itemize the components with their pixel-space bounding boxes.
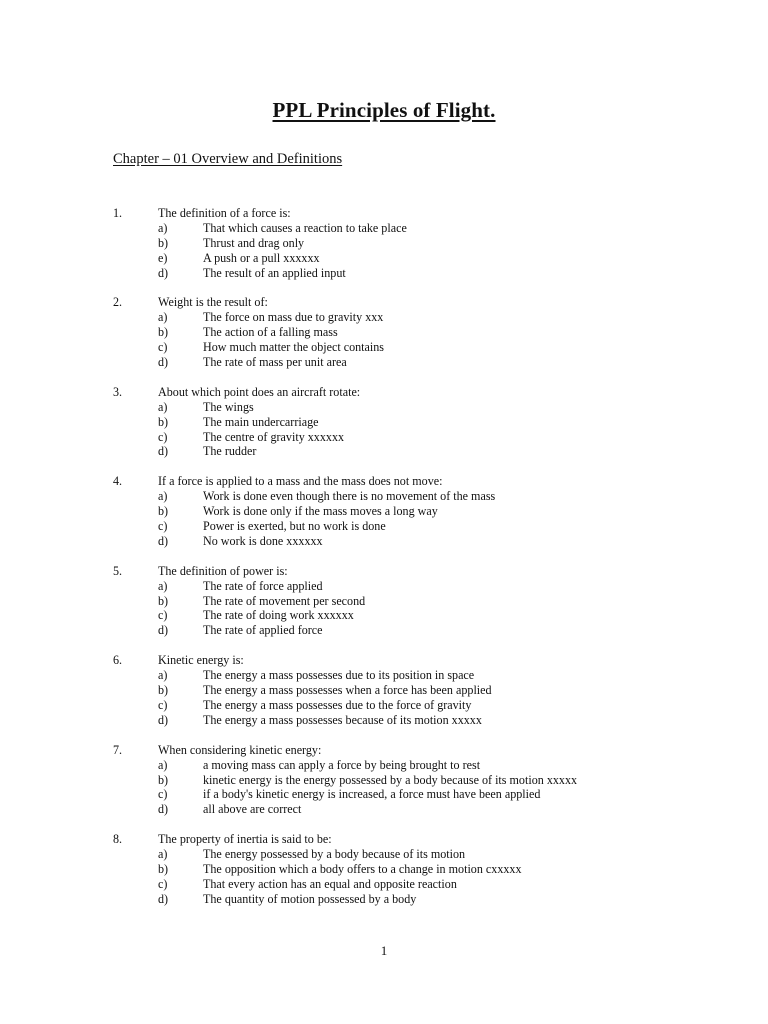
- answer-option: [113, 862, 733, 877]
- answer-option: [113, 773, 733, 788]
- question-8: [113, 832, 733, 906]
- answer-option: [113, 787, 733, 802]
- option-letter: d): [158, 444, 169, 459]
- option-letter: a): [158, 220, 168, 235]
- answer-option: [113, 310, 733, 325]
- answer-option: [113, 758, 733, 773]
- answer-option: [113, 877, 733, 892]
- option-text: The main undercarriage: [203, 414, 319, 429]
- option-text: The energy a mass possesses due to its position in space: [203, 668, 475, 683]
- question-text: The property of inertia is said to be:: [158, 832, 332, 847]
- option-text: A push or a pull xxxxxx: [203, 250, 320, 265]
- question-7: [113, 743, 733, 817]
- question-text: If a force is applied to a mass and the mass does not move:: [158, 474, 443, 489]
- page-title: PPL Principles of Flight.: [272, 98, 496, 122]
- option-letter: c): [158, 608, 168, 623]
- option-letter: b): [158, 414, 169, 429]
- answer-option: [113, 623, 733, 638]
- question-number: 5.: [113, 563, 123, 578]
- answer-option: [113, 608, 733, 623]
- option-letter: a): [158, 310, 168, 325]
- option-text: The force on mass due to gravity xxx: [203, 310, 384, 325]
- option-text: The wings: [203, 399, 254, 414]
- answer-option: [113, 415, 733, 430]
- question-number: 7.: [113, 742, 123, 757]
- question-number: 1.: [113, 206, 123, 220]
- question-text: Kinetic energy is:: [158, 653, 244, 668]
- option-text: The result of an applied input: [203, 265, 346, 280]
- option-letter: d): [158, 891, 169, 906]
- answer-option: [113, 519, 733, 534]
- option-letter: e): [158, 250, 168, 265]
- question-text: The definition of a force is:: [158, 206, 291, 220]
- option-text: a moving mass can apply a force by being brought to rest: [203, 757, 481, 772]
- option-letter: d): [158, 623, 169, 638]
- option-text: The rate of force applied: [203, 578, 323, 593]
- answer-option: [113, 236, 733, 251]
- option-letter: a): [158, 578, 168, 593]
- option-text: all above are correct: [203, 802, 302, 817]
- option-letter: b): [158, 235, 169, 250]
- question-4: [113, 474, 733, 548]
- answer-option: [113, 534, 733, 549]
- answer-option: [113, 325, 733, 340]
- option-letter: a): [158, 757, 168, 772]
- option-text: The opposition which a body offers to a change in motion cxxxxx: [203, 861, 522, 876]
- option-text: That every action has an equal and opposite reaction: [203, 876, 457, 891]
- answer-option: [113, 713, 733, 728]
- option-letter: a): [158, 489, 168, 504]
- chapter-heading: Chapter – 01 Overview and Definitions: [113, 151, 343, 167]
- option-text: The energy a mass possesses when a force has been applied: [203, 683, 492, 698]
- option-text: The quantity of motion possessed by a body: [203, 891, 417, 906]
- option-letter: d): [158, 533, 169, 548]
- answer-option: [113, 444, 733, 459]
- page-number: 1: [380, 943, 388, 958]
- option-letter: b): [158, 683, 169, 698]
- option-letter: a): [158, 399, 168, 414]
- option-letter: b): [158, 861, 169, 876]
- question-text: The definition of power is:: [158, 563, 288, 578]
- option-text: Thrust and drag only: [203, 235, 305, 250]
- answer-option: [113, 683, 733, 698]
- option-text: The energy a mass possesses due to the force of gravity: [203, 697, 472, 712]
- option-text: No work is done xxxxxx: [203, 533, 323, 548]
- option-text: Work is done only if the mass moves a long way: [203, 504, 438, 519]
- option-letter: c): [158, 340, 168, 355]
- answer-option: [113, 847, 733, 862]
- option-text: The action of a falling mass: [203, 325, 338, 340]
- question-number: 4.: [113, 474, 123, 489]
- answer-option: [113, 668, 733, 683]
- question-list: [113, 206, 733, 922]
- option-letter: c): [158, 876, 168, 891]
- option-text: How much matter the object contains: [203, 340, 385, 355]
- option-text: Work is done even though there is no movement of the mass: [203, 489, 496, 504]
- question-number: 2.: [113, 295, 123, 310]
- question-6: [113, 653, 733, 727]
- answer-option: [113, 579, 733, 594]
- option-letter: b): [158, 504, 169, 519]
- option-text: That which causes a reaction to take place: [203, 220, 407, 235]
- option-letter: d): [158, 265, 169, 280]
- answer-option: [113, 489, 733, 504]
- question-number: 8.: [113, 832, 123, 847]
- option-text: if a body's kinetic energy is increased, a force must have been applied: [203, 787, 541, 802]
- answer-option: [113, 340, 733, 355]
- option-letter: c): [158, 429, 168, 444]
- answer-option: [113, 221, 733, 236]
- option-text: The energy a mass possesses because of its motion xxxxx: [203, 712, 482, 727]
- answer-option: [113, 251, 733, 266]
- option-letter: b): [158, 593, 169, 608]
- question-1: [113, 206, 733, 280]
- option-text: The rate of mass per unit area: [203, 355, 347, 370]
- answer-option: [113, 892, 733, 907]
- option-text: kinetic energy is the energy possessed by a body because of its motion xxxxx: [203, 772, 578, 787]
- option-text: Power is exerted, but no work is done: [203, 519, 386, 534]
- option-letter: d): [158, 355, 169, 370]
- question-2: [113, 295, 733, 369]
- question-3: [113, 385, 733, 459]
- option-text: The rate of movement per second: [203, 593, 366, 608]
- answer-option: [113, 504, 733, 519]
- option-letter: c): [158, 697, 168, 712]
- option-letter: b): [158, 325, 169, 340]
- option-text: The rudder: [203, 444, 257, 459]
- option-letter: d): [158, 802, 169, 817]
- answer-option: [113, 266, 733, 281]
- answer-option: [113, 698, 733, 713]
- option-text: The energy possessed by a body because of its motion: [203, 847, 466, 862]
- answer-option: [113, 355, 733, 370]
- answer-option: [113, 400, 733, 415]
- option-text: The rate of applied force: [203, 623, 323, 638]
- question-text: Weight is the result of:: [158, 295, 268, 310]
- question-text: When considering kinetic energy:: [158, 742, 322, 757]
- option-text: The rate of doing work xxxxxx: [203, 608, 354, 623]
- answer-option: [113, 594, 733, 609]
- option-letter: d): [158, 712, 169, 727]
- question-text: About which point does an aircraft rotate:: [158, 384, 361, 399]
- question-number: 3.: [113, 384, 123, 399]
- answer-option: [113, 430, 733, 445]
- question-number: 6.: [113, 653, 123, 668]
- option-letter: a): [158, 668, 168, 683]
- question-5: [113, 564, 733, 638]
- option-letter: b): [158, 772, 169, 787]
- option-letter: a): [158, 847, 168, 862]
- answer-option: [113, 802, 733, 817]
- option-letter: c): [158, 519, 168, 534]
- option-letter: c): [158, 787, 168, 802]
- option-text: The centre of gravity xxxxxx: [203, 429, 345, 444]
